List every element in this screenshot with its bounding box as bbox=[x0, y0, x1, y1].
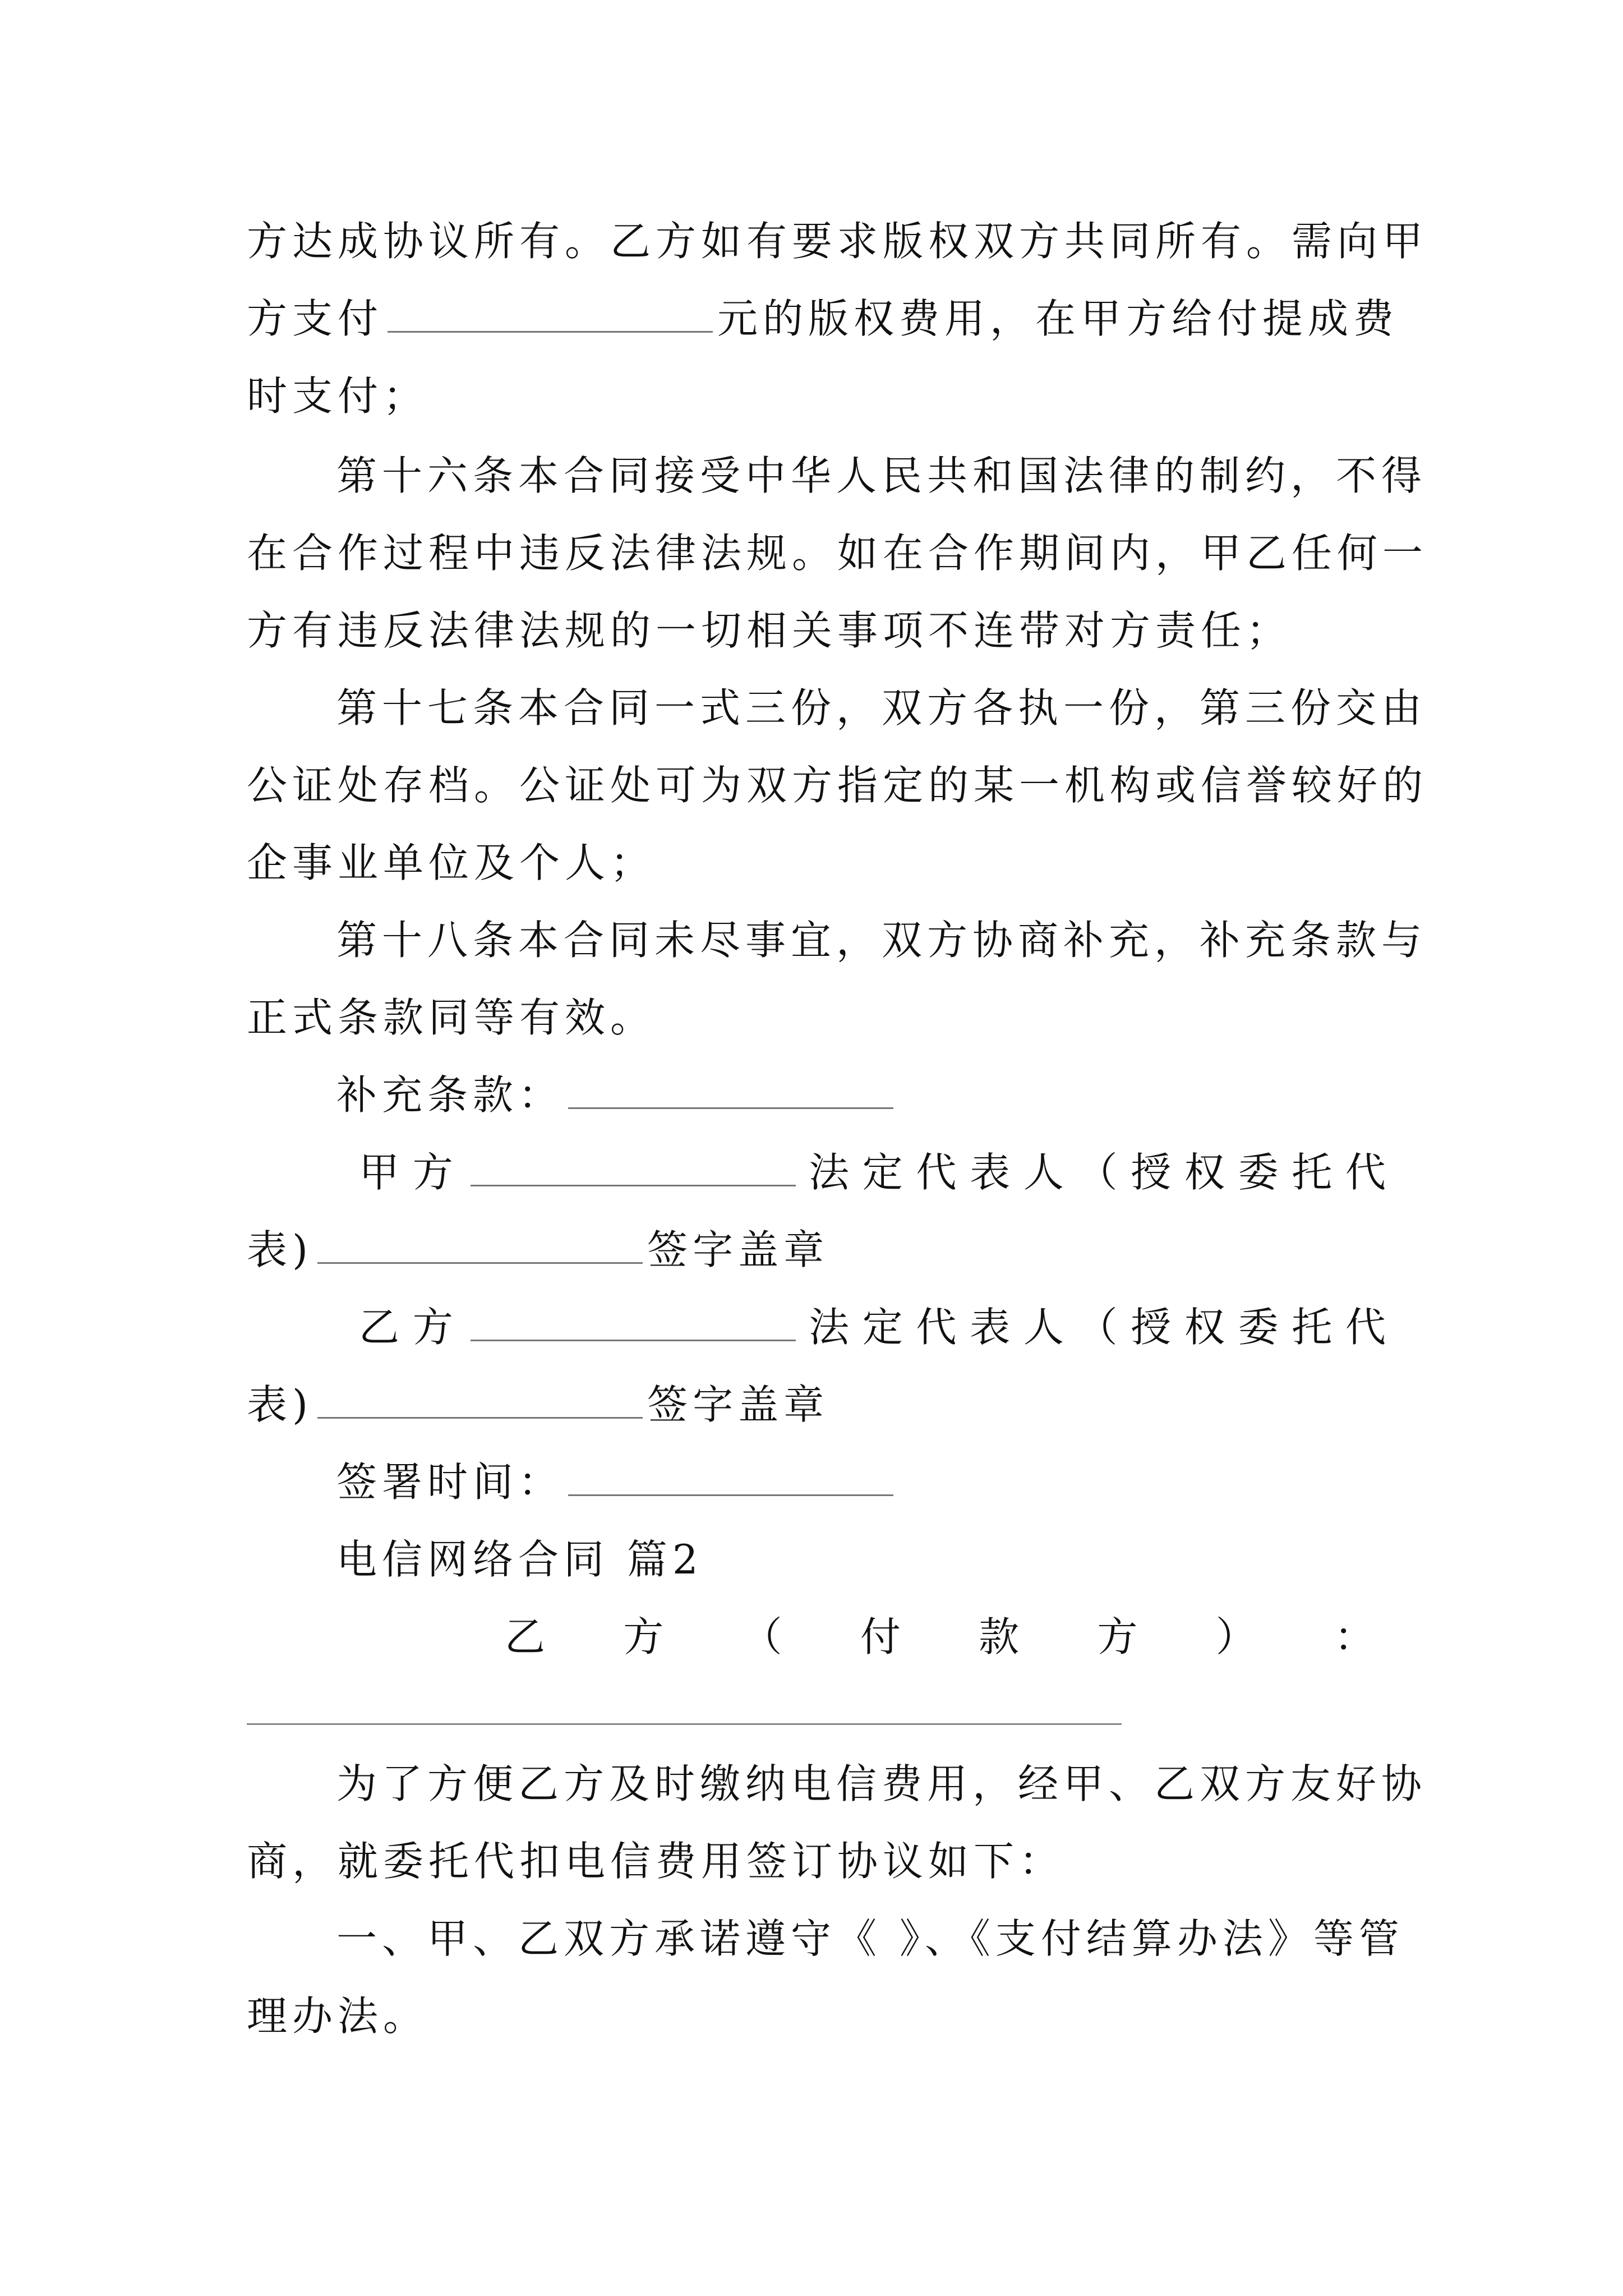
paragraph-line: 方达成协议所有。乙方如有要求版权双方共同所有。需向甲 bbox=[247, 218, 1428, 265]
paragraph-line: 时支付； bbox=[247, 372, 429, 420]
payer-char: 乙 bbox=[505, 1613, 551, 1660]
supplement-terms-line bbox=[336, 1068, 1391, 1122]
fill-blank bbox=[568, 1073, 893, 1109]
payer-char: 方 bbox=[1097, 1613, 1143, 1660]
line-text: 元的版权费用，在甲方给付提成费 bbox=[717, 295, 1399, 342]
line-text: 甲方 bbox=[359, 1149, 467, 1196]
party-b-line bbox=[359, 1300, 1391, 1354]
payer-char: 付 bbox=[860, 1613, 906, 1660]
fill-blank bbox=[471, 1305, 796, 1341]
fill-blank bbox=[388, 296, 713, 333]
payer-char: 方 bbox=[623, 1613, 669, 1660]
payer-char: ： bbox=[1334, 1613, 1380, 1660]
paragraph-line: 正式条款同等有效。 bbox=[247, 994, 656, 1041]
paragraph-line bbox=[247, 292, 1399, 346]
line-text: 方支付 bbox=[247, 295, 384, 342]
fill-blank bbox=[317, 1382, 643, 1419]
paragraph-line: 第十七条本合同一式三份，双方各执一份，第三份交由 bbox=[336, 684, 1427, 731]
line-text: 乙方 bbox=[359, 1304, 467, 1351]
fill-blank bbox=[471, 1150, 796, 1186]
line-text: 法定代表人（授权委托代 bbox=[800, 1149, 1391, 1196]
party-b-sign-line bbox=[247, 1378, 1391, 1432]
line-text: 补充条款： bbox=[336, 1071, 564, 1119]
party-a-line bbox=[359, 1145, 1391, 1199]
payer-char: （ bbox=[741, 1613, 787, 1660]
party-a-sign-line bbox=[247, 1223, 1391, 1277]
paragraph-line: 理办法。 bbox=[247, 1993, 429, 2040]
paragraph-line: 第十六条本合同接受中华人民共和国法律的制约，不得 bbox=[336, 452, 1427, 499]
payer-line bbox=[505, 1610, 1380, 1664]
paragraph-line: 为了方便乙方及时缴纳电信费用，经甲、乙双方友好协 bbox=[336, 1760, 1427, 1807]
paragraph-line: 公证处存档。公证处可为双方指定的某一机构或信誉较好的 bbox=[247, 762, 1428, 809]
paragraph-line: 商，就委托代扣电信费用签订协议如下： bbox=[247, 1838, 1065, 1885]
line-text: 签字盖章 bbox=[647, 1226, 829, 1273]
paragraph-line: 在合作过程中违反法律法规。如在合作期间内，甲乙任何一 bbox=[247, 530, 1428, 577]
line-text: 签字盖章 bbox=[647, 1381, 829, 1428]
payer-char: 款 bbox=[979, 1613, 1025, 1660]
sign-date-line bbox=[336, 1455, 1391, 1509]
line-text: 签署时间： bbox=[336, 1458, 564, 1506]
paragraph-line: 第十八条本合同未尽事宜，双方协商补充，补充条款与 bbox=[336, 917, 1427, 964]
fill-blank bbox=[317, 1227, 643, 1264]
line-text: 表) bbox=[247, 1381, 313, 1428]
line-text: 法定代表人（授权委托代 bbox=[800, 1304, 1391, 1351]
divider bbox=[247, 1723, 1122, 1725]
paragraph-line: 方有违反法律法规的一切相关事项不连带对方责任； bbox=[247, 607, 1292, 654]
paragraph-line: 一、甲、乙双方承诺遵守《 》、《支付结算办法》等管 bbox=[336, 1915, 1404, 1962]
payer-char: ） bbox=[1215, 1613, 1261, 1660]
line-text: 表) bbox=[247, 1226, 313, 1273]
fill-blank bbox=[568, 1460, 893, 1496]
paragraph-line: 企事业单位及个人； bbox=[247, 839, 656, 886]
section-heading: 电信网络合同 篇2 bbox=[336, 1536, 703, 1583]
